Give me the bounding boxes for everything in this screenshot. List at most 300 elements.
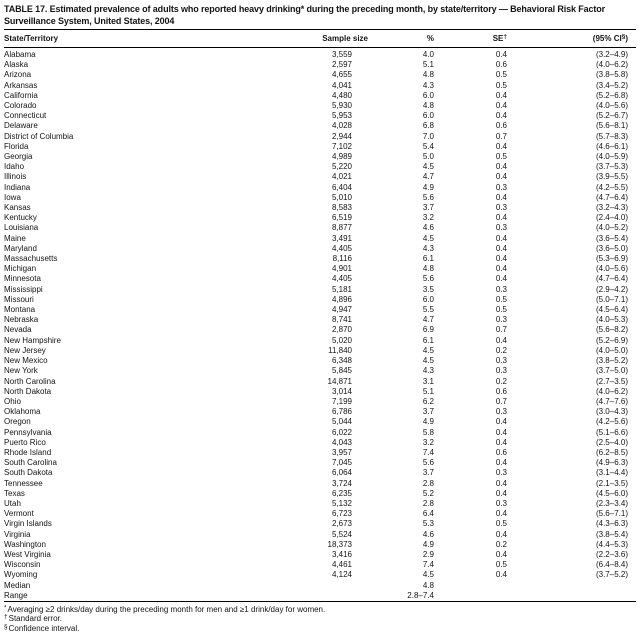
state-cell: Maine — [4, 233, 26, 243]
table-row — [4, 183, 636, 193]
sample-size-cell: 6,723 — [331, 509, 352, 519]
table-row — [4, 285, 636, 295]
state-cell: New Jersey — [4, 345, 46, 355]
sample-size-cell: 6,519 — [331, 213, 352, 223]
se-cell: 0.3 — [495, 366, 507, 376]
state-cell: Arizona — [4, 70, 32, 80]
percent-cell: 5.1 — [422, 386, 434, 396]
table-row — [4, 223, 636, 233]
sample-size-cell: 5,132 — [331, 498, 352, 508]
percent-cell: 4.9 — [422, 182, 434, 192]
table-row — [4, 48, 636, 61]
state-cell: New York — [4, 366, 38, 376]
footnote-text: Averaging ≥2 drinks/day during the preceding month for men and ≥1 drink/day for women. — [7, 604, 326, 614]
ci-cell: (4.0–6.2) — [595, 386, 628, 396]
state-cell: North Carolina — [4, 376, 56, 386]
table-row — [4, 570, 636, 580]
se-cell: 0.4 — [495, 335, 507, 345]
state-cell: Nebraska — [4, 315, 39, 325]
se-cell: 0.3 — [495, 223, 507, 233]
percent-cell: 4.3 — [422, 243, 434, 253]
ci-cell: (2.9–4.2) — [595, 284, 628, 294]
state-cell: Kentucky — [4, 213, 37, 223]
ci-cell: (3.8–5.2) — [595, 356, 628, 366]
se-cell: 0.4 — [495, 488, 507, 498]
sample-size-cell: 5,044 — [331, 417, 352, 427]
table-row — [4, 244, 636, 254]
ci-cell: (5.6–8.2) — [595, 325, 628, 335]
state-cell: Minnesota — [4, 274, 41, 284]
se-cell: 0.4 — [495, 437, 507, 447]
table-row — [4, 540, 636, 550]
sample-size-cell: 4,461 — [331, 560, 352, 570]
se-cell: 0.5 — [495, 519, 507, 529]
table-row — [4, 60, 636, 70]
ci-cell: (5.7–8.3) — [595, 131, 628, 141]
state-cell: Louisiana — [4, 223, 39, 233]
state-cell: Wisconsin — [4, 560, 41, 570]
state-cell: South Dakota — [4, 468, 53, 478]
percent-cell: 4.5 — [422, 233, 434, 243]
ci-cell: (2.1–3.5) — [595, 478, 628, 488]
se-cell: 0.6 — [495, 386, 507, 396]
sample-size-cell: 4,655 — [331, 70, 352, 80]
col-header-se — [434, 30, 507, 48]
state-cell: Oregon — [4, 417, 31, 427]
ci-cell: (4.5–6.4) — [595, 305, 628, 315]
summary-row — [4, 581, 636, 591]
percent-cell: 2.8 — [422, 498, 434, 508]
table-body — [4, 48, 636, 602]
percent-cell: 4.6 — [422, 223, 434, 233]
se-cell: 0.4 — [495, 478, 507, 488]
sample-size-cell: 2,944 — [331, 131, 352, 141]
ci-cell: (4.0–5.6) — [595, 101, 628, 111]
sample-size-cell: 11,840 — [328, 345, 352, 355]
percent-cell: 6.4 — [422, 509, 434, 519]
sample-size-cell: 18,373 — [327, 539, 352, 549]
ci-cell: (2.5–4.0) — [595, 437, 628, 447]
table-row — [4, 91, 636, 101]
se-cell: 0.4 — [495, 570, 507, 580]
percent-cell: 4.5 — [422, 162, 434, 172]
se-cell: 0.3 — [495, 407, 507, 417]
state-cell: Connecticut — [4, 111, 47, 121]
ci-cell: (4.0–6.2) — [595, 60, 628, 70]
state-cell: District of Columbia — [4, 131, 74, 141]
ci-cell: (6.4–8.4) — [595, 560, 628, 570]
sample-size-cell — [280, 591, 368, 602]
state-cell: South Carolina — [4, 458, 57, 468]
sample-size-cell: 3,491 — [331, 233, 352, 243]
ci-cell: (5.0–7.1) — [595, 294, 628, 304]
sample-size-cell: 5,020 — [331, 335, 352, 345]
ci-cell: (2.4–4.0) — [595, 213, 628, 223]
sample-size-cell: 6,235 — [331, 488, 352, 498]
sample-size-cell: 2,870 — [331, 325, 352, 335]
state-cell: Wyoming — [4, 570, 38, 580]
percent-cell: 4.5 — [422, 356, 434, 366]
percent-cell: 3.7 — [422, 468, 434, 478]
state-cell: Tennessee — [4, 478, 43, 488]
percent-cell: 4.8 — [422, 70, 434, 80]
footnotes — [4, 605, 636, 633]
prevalence-table — [4, 29, 636, 602]
ci-cell: (4.7–6.4) — [595, 192, 628, 202]
se-cell: 0.4 — [495, 172, 507, 182]
percent-cell: 3.5 — [422, 284, 434, 294]
table-row — [4, 489, 636, 499]
se-cell: 0.4 — [495, 458, 507, 468]
percent-cell: 6.1 — [422, 254, 434, 264]
state-cell: Utah — [4, 498, 21, 508]
se-cell: 0.3 — [495, 284, 507, 294]
table-row — [4, 479, 636, 489]
percent-cell: 5.4 — [422, 141, 434, 151]
table-row — [4, 81, 636, 91]
percent-cell: 6.2 — [422, 396, 434, 406]
sample-size-cell: 4,480 — [331, 90, 352, 100]
percent-cell: 6.0 — [422, 111, 434, 121]
state-cell: New Mexico — [4, 356, 48, 366]
table-row — [4, 428, 636, 438]
percent-cell: 4.9 — [422, 417, 434, 427]
sample-size-cell: 7,199 — [331, 396, 352, 406]
percent-cell: 5.3 — [422, 519, 434, 529]
se-cell: 0.7 — [495, 396, 507, 406]
sample-size-cell: 4,028 — [331, 121, 352, 131]
table-row — [4, 346, 636, 356]
percent-cell: 6.9 — [422, 325, 434, 335]
se-cell: 0.4 — [495, 264, 507, 274]
state-cell: Delaware — [4, 121, 38, 131]
sample-size-cell: 3,559 — [331, 50, 352, 59]
table-row — [4, 397, 636, 407]
sample-size-cell: 6,022 — [331, 427, 352, 437]
sample-size-cell: 4,405 — [331, 274, 352, 284]
table-row — [4, 387, 636, 397]
table-row — [4, 336, 636, 346]
percent-cell: 5.0 — [422, 152, 434, 162]
se-cell: 0.4 — [495, 213, 507, 223]
sample-size-cell: 4,041 — [331, 80, 352, 90]
ci-cell: (3.2–4.9) — [595, 50, 628, 59]
ci-cell: (3.6–5.4) — [595, 233, 628, 243]
table-row — [4, 458, 636, 468]
percent-cell: 4.7 — [422, 172, 434, 182]
sample-size-cell: 5,524 — [331, 529, 352, 539]
percent-cell: 4.9 — [422, 539, 434, 549]
percent-cell: 4.3 — [422, 366, 434, 376]
percent-cell: 4.0 — [422, 50, 434, 59]
se-cell: 0.3 — [495, 356, 507, 366]
ci-footnote-marker: § — [621, 33, 626, 41]
ci-cell: (4.0–5.2) — [595, 223, 628, 233]
sample-size-cell: 8,741 — [331, 315, 352, 325]
state-cell: Maryland — [4, 243, 37, 253]
state-cell: West Virginia — [4, 549, 51, 559]
sample-size-cell: 5,181 — [331, 284, 352, 294]
se-cell — [434, 581, 507, 591]
state-cell: Range — [4, 590, 28, 600]
table-row — [4, 121, 636, 131]
state-cell: Median — [4, 580, 31, 590]
table-row — [4, 509, 636, 519]
percent-cell: 3.2 — [422, 213, 434, 223]
percent-cell: 4.5 — [422, 345, 434, 355]
state-cell: Virgin Islands — [4, 519, 52, 529]
state-cell: California — [4, 90, 38, 100]
table-title: TABLE 17. Estimated prevalence of adults who reported heavy drinking* during the preceding month, by state/territory — Behavioral Risk Factor Surveillance System, United States, 2004 — [4, 4, 606, 26]
table-row — [4, 550, 636, 560]
se-footnote-marker: † — [503, 33, 507, 41]
table-row — [4, 132, 636, 142]
table-row — [4, 356, 636, 366]
state-cell: Puerto Rico — [4, 437, 46, 447]
se-cell: 0.4 — [495, 417, 507, 427]
se-cell: 0.4 — [495, 162, 507, 172]
percent-cell: 3.7 — [422, 203, 434, 213]
ci-cell — [507, 591, 636, 602]
state-cell: Virginia — [4, 529, 31, 539]
sample-size-cell: 2,673 — [331, 519, 352, 529]
percent-cell: 5.5 — [422, 305, 434, 315]
percent-cell: 5.1 — [422, 60, 434, 70]
ci-cell: (4.7–6.4) — [595, 274, 628, 284]
state-cell: Texas — [4, 488, 25, 498]
se-cell: 0.4 — [495, 101, 507, 111]
footnote-confidence-interval — [4, 624, 636, 633]
ci-cell: (4.2–5.6) — [595, 417, 628, 427]
table-row — [4, 274, 636, 284]
ci-cell: (5.1–6.6) — [595, 427, 628, 437]
sample-size-cell: 7,045 — [331, 458, 352, 468]
sample-size-cell: 6,404 — [331, 182, 352, 192]
sample-size-cell: 6,064 — [331, 468, 352, 478]
se-cell: 0.6 — [495, 447, 507, 457]
sample-size-cell: 4,947 — [331, 305, 352, 315]
ci-cell: (4.4–5.3) — [595, 539, 628, 549]
state-cell: New Hampshire — [4, 335, 61, 345]
ci-cell: (5.6–7.1) — [595, 509, 628, 519]
header-row — [4, 30, 636, 48]
table-row — [4, 417, 636, 427]
ci-cell: (3.7–5.0) — [595, 366, 628, 376]
percent-cell: 7.0 — [422, 131, 434, 141]
ci-cell: (3.8–5.8) — [595, 70, 628, 80]
sample-size-cell: 2,597 — [331, 60, 352, 70]
state-cell: Illinois — [4, 172, 27, 182]
ci-cell: (2.3–3.4) — [595, 498, 628, 508]
ci-cell: (6.2–8.5) — [595, 447, 628, 457]
ci-cell: (4.0–5.6) — [595, 264, 628, 274]
col-header-state: State/Territory — [4, 30, 280, 48]
state-cell: Pennsylvania — [4, 427, 52, 437]
se-cell: 0.5 — [495, 70, 507, 80]
se-cell: 0.2 — [495, 376, 507, 386]
ci-cell: (5.2–6.7) — [595, 111, 628, 121]
sample-size-cell: 5,930 — [331, 101, 352, 111]
ci-cell: (3.9–5.5) — [595, 172, 628, 182]
sample-size-cell: 4,021 — [331, 172, 352, 182]
sample-size-cell: 6,786 — [331, 407, 352, 417]
table-row — [4, 468, 636, 478]
state-cell: Nevada — [4, 325, 32, 335]
percent-cell: 3.2 — [422, 437, 434, 447]
ci-label: (95% CI — [592, 34, 622, 43]
table-row — [4, 519, 636, 529]
sample-size-cell — [280, 581, 368, 591]
se-cell: 0.3 — [495, 182, 507, 192]
se-cell: 0.6 — [495, 121, 507, 131]
se-cell: 0.4 — [495, 141, 507, 151]
ci-cell — [507, 581, 636, 591]
percent-cell: 4.5 — [422, 570, 434, 580]
ci-cell: (4.6–6.1) — [595, 141, 628, 151]
state-cell: Missouri — [4, 294, 34, 304]
se-cell: 0.3 — [495, 468, 507, 478]
percent-cell: 5.6 — [422, 274, 434, 284]
se-cell: 0.5 — [495, 80, 507, 90]
table-row — [4, 530, 636, 540]
table-row — [4, 70, 636, 80]
sample-size-cell: 5,010 — [331, 192, 352, 202]
table-row — [4, 142, 636, 152]
ci-cell: (4.3–6.3) — [595, 519, 628, 529]
ci-cell: (3.4–5.2) — [595, 80, 628, 90]
state-cell: Colorado — [4, 101, 37, 111]
table-row — [4, 377, 636, 387]
table-row — [4, 407, 636, 417]
percent-cell: 6.0 — [422, 90, 434, 100]
se-cell: 0.5 — [495, 560, 507, 570]
percent-cell: 4.8 — [422, 580, 434, 590]
sample-size-cell: 7,102 — [331, 141, 352, 151]
footnote-averaging — [4, 605, 636, 614]
se-cell: 0.6 — [495, 60, 507, 70]
table-row — [4, 193, 636, 203]
se-cell: 0.4 — [495, 427, 507, 437]
ci-cell: (3.1–4.4) — [595, 468, 628, 478]
state-cell: Mississippi — [4, 284, 43, 294]
state-cell: Vermont — [4, 509, 34, 519]
col-header-percent: % — [368, 30, 434, 48]
ci-cell: (3.2–4.3) — [595, 203, 628, 213]
ci-cell: (4.7–7.6) — [595, 396, 628, 406]
state-cell: Washington — [4, 539, 46, 549]
se-cell: 0.2 — [495, 345, 507, 355]
state-cell: Alabama — [4, 50, 36, 59]
percent-cell: 4.3 — [422, 80, 434, 90]
sample-size-cell: 5,953 — [331, 111, 352, 121]
percent-cell: 2.9 — [422, 549, 434, 559]
ci-cell: (2.7–3.5) — [595, 376, 628, 386]
se-cell: 0.4 — [495, 529, 507, 539]
col-header-ci — [507, 30, 636, 48]
state-cell: Idaho — [4, 162, 25, 172]
percent-cell: 5.6 — [422, 458, 434, 468]
footnote-standard-error — [4, 614, 636, 623]
asterisk-marker: * — [4, 604, 7, 612]
state-cell: Rhode Island — [4, 447, 52, 457]
state-cell: Iowa — [4, 192, 21, 202]
table-row — [4, 152, 636, 162]
table-row — [4, 172, 636, 182]
ci-cell: (3.7–5.2) — [595, 570, 628, 580]
sample-size-cell: 4,043 — [331, 437, 352, 447]
se-cell: 0.7 — [495, 131, 507, 141]
ci-cell: (4.0–5.9) — [595, 152, 628, 162]
ci-cell: (3.8–5.4) — [595, 529, 628, 539]
state-cell: North Dakota — [4, 386, 52, 396]
se-cell: 0.2 — [495, 539, 507, 549]
percent-cell: 5.2 — [422, 488, 434, 498]
ci-cell: (3.6–5.0) — [595, 243, 628, 253]
se-cell: 0.4 — [495, 243, 507, 253]
ci-cell: (4.2–5.5) — [595, 182, 628, 192]
footnote-text: Confidence interval. — [8, 623, 80, 633]
state-cell: Michigan — [4, 264, 37, 274]
se-cell: 0.4 — [495, 509, 507, 519]
table-row — [4, 101, 636, 111]
se-cell: 0.4 — [495, 254, 507, 264]
se-cell: 0.5 — [495, 305, 507, 315]
ci-cell: (2.2–3.6) — [595, 549, 628, 559]
sample-size-cell: 3,724 — [331, 478, 352, 488]
state-cell: Ohio — [4, 396, 21, 406]
percent-cell: 5.8 — [422, 427, 434, 437]
table-row — [4, 111, 636, 121]
sample-size-cell: 3,416 — [331, 549, 352, 559]
sample-size-cell: 4,405 — [331, 243, 352, 253]
sample-size-cell: 4,896 — [331, 294, 352, 304]
sample-size-cell: 8,877 — [331, 223, 352, 233]
percent-cell: 6.0 — [422, 294, 434, 304]
section-marker: § — [4, 623, 8, 631]
state-cell: Kansas — [4, 203, 31, 213]
table-row — [4, 203, 636, 213]
ci-label-close: ) — [625, 34, 628, 43]
state-cell: Arkansas — [4, 80, 38, 90]
sample-size-cell: 6,348 — [331, 356, 352, 366]
se-cell: 0.4 — [495, 192, 507, 202]
percent-cell: 4.8 — [422, 264, 434, 274]
table-row — [4, 560, 636, 570]
ci-cell: (3.7–5.3) — [595, 162, 628, 172]
table-row — [4, 366, 636, 376]
sample-size-cell: 8,116 — [332, 254, 352, 264]
dagger-marker: † — [4, 613, 8, 621]
summary-row — [4, 591, 636, 602]
state-cell: Oklahoma — [4, 407, 41, 417]
percent-cell: 4.7 — [422, 315, 434, 325]
percent-cell: 7.4 — [422, 560, 434, 570]
ci-cell: (4.0–5.0) — [595, 345, 628, 355]
sample-size-cell: 4,124 — [331, 570, 352, 580]
percent-cell: 6.1 — [422, 335, 434, 345]
table-row — [4, 162, 636, 172]
ci-cell: (4.5–6.0) — [595, 488, 628, 498]
se-cell: 0.5 — [495, 152, 507, 162]
percent-cell: 3.7 — [422, 407, 434, 417]
ci-cell: (3.0–4.3) — [595, 407, 628, 417]
se-cell: 0.4 — [495, 111, 507, 121]
sample-size-cell: 3,957 — [331, 447, 352, 457]
table-row — [4, 254, 636, 264]
se-cell: 0.3 — [495, 315, 507, 325]
table-row — [4, 213, 636, 223]
sample-size-cell: 8,583 — [331, 203, 352, 213]
